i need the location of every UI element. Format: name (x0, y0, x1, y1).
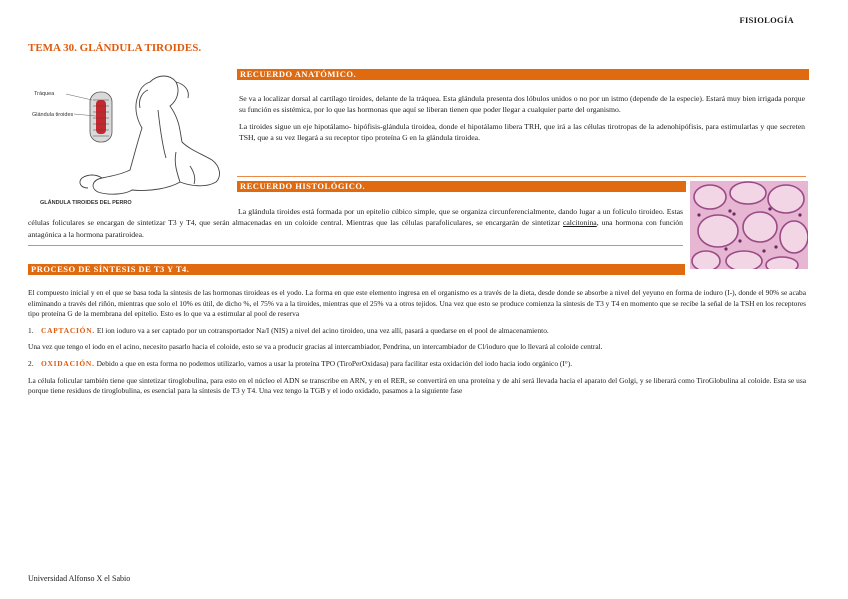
calcitonina-term: calcitonina (562, 218, 597, 228)
synthesis-step-2 (28, 359, 806, 370)
page-title: TEMA 30. GLÁNDULA TIROIDES. (28, 42, 202, 54)
step-2-term: OXIDACIÓN. (40, 358, 95, 368)
footer-institution: Universidad Alfonso X el Sabio (28, 574, 131, 583)
synthesis-paragraph-1: El compuesto inicial y en el que se basa toda la síntesis de las hormonas tiroideas es el yodo. La forma en que este elemento ingresa en el organismo es a través de la dieta, desde donde se absorbe a nivel del yeyuno en forma de ioduro (I-), donde el 90% se acaba eliminando a través del riñón, mientras que solo el 10% es útil, de dicho %, el 75% va a la tiroides, mientras que el 25% va a otros tejidos. Una vez que esto se produce comienza la síntesis de T3 y T4 en momento que se recibe la señal de la TSH en los receptores tipo proteína G de la membrana del epitelio. Esto es lo que va a estimular al pool de reserva (28, 288, 806, 319)
section-heading-synthesis: PROCESO DE SÍNTESIS DE T3 Y T4. (28, 264, 685, 275)
anatomy-paragraph-1: Se va a localizar dorsal al cartílago tiroides, delante de la tráquea. Esta glándula presenta dos lóbulos unidos o no por un istmo (depende de la especie). Estará muy bien irrigada porque su función es sistémica, por lo que las hormonas que aquí se liberan tienen que poder llegar a cualquier parte del organismo. (239, 94, 805, 115)
section-heading-anatomy: RECUERDO ANATÓMICO. (237, 69, 809, 80)
anatomy-divider (237, 176, 806, 177)
subject-header: FISIOLOGÍA (739, 15, 794, 25)
synthesis-paragraph-3: La célula folicular también tiene que sintetizar tiroglobulina, para esto en el núcleo el ADN se transcribe en ARN, y en el RER, se convertirá en una proteína y de ahí será llevada hacia el aparato del Golgi, y se liberará como TiroGlobulina al coloide. Esta se usa porque tiene residuos de tiroglobulina, es esencial para la síntesis de T3 y T4. Una vez tengo la TGB y el iodo oxidado, pasamos a la siguiente fase (28, 375, 806, 396)
synthesis-step-1 (28, 326, 806, 337)
thyroid-gland-icon (90, 92, 112, 142)
synthesis-paragraph-2: Una vez que tengo el iodo en el acino, necesito pasarlo hacia el coloide, esto se va a producir gracias al intercambiador, Pendrina, un intercambiador de Cl/ioduro que lo llevará al coloide central. (28, 342, 603, 352)
figure-label-gland: Glándula tiroides (32, 112, 74, 118)
thyroid-histology-image (690, 181, 808, 269)
figure-label-trachea: Tráquea (34, 91, 55, 97)
anatomy-text (239, 93, 805, 144)
histology-text-b: , una hormona con función antagónica a la hormona paratiroidea. (28, 218, 683, 239)
step-1-term: CAPTACIÓN. (40, 325, 95, 335)
histology-text (28, 206, 683, 240)
section-heading-histology: RECUERDO HISTOLÓGICO. (237, 181, 686, 192)
anatomy-paragraph-2: La tiroides sigue un eje hipotálamo- hipófisis-glándula tiroidea, donde el hipotálamo libera TRH, que irá a las células tirotropas de la adenohipófisis, para estimularlas y que secreten TSH, que a su vez llegará a su receptor tipo proteína G en la glándula tiroidea. (239, 121, 805, 143)
step-1-text: El ion ioduro va a ser captado por un cotransportador Na/I (NIS) a nivel del acino tiroideo, una vez allí, pasará a quedarse en el pool de almacenamiento. (95, 325, 549, 335)
dog-thyroid-figure (30, 70, 235, 210)
histology-text-a: La glándula tiroides está formada por un epitelio cúbico simple, que se organiza circunferencialmente, dando lugar a un folículo tiroideo. Estas células foliculares se encargan de sintetizar T3 y T4, que serán almacenadas en un coloide central. Mientras que las células parafoliculares, se encargarán de sintetizar (28, 207, 683, 228)
step-2-number: 2. (28, 358, 34, 368)
histology-paragraph (28, 206, 683, 240)
synthesis-text (28, 288, 806, 397)
histology-divider (28, 245, 683, 246)
step-2-text: Debido a que en esta forma no podemos utilizarlo, vamos a usar la proteína TPO (TiroPerOxidasa) para facilitar esta oxidación del iodo hacia iodo orgánico (I°). (94, 358, 573, 368)
step-1-number: 1. (28, 325, 34, 335)
figure-caption: GLÁNDULA TIROIDES DEL PERRO (40, 200, 132, 206)
